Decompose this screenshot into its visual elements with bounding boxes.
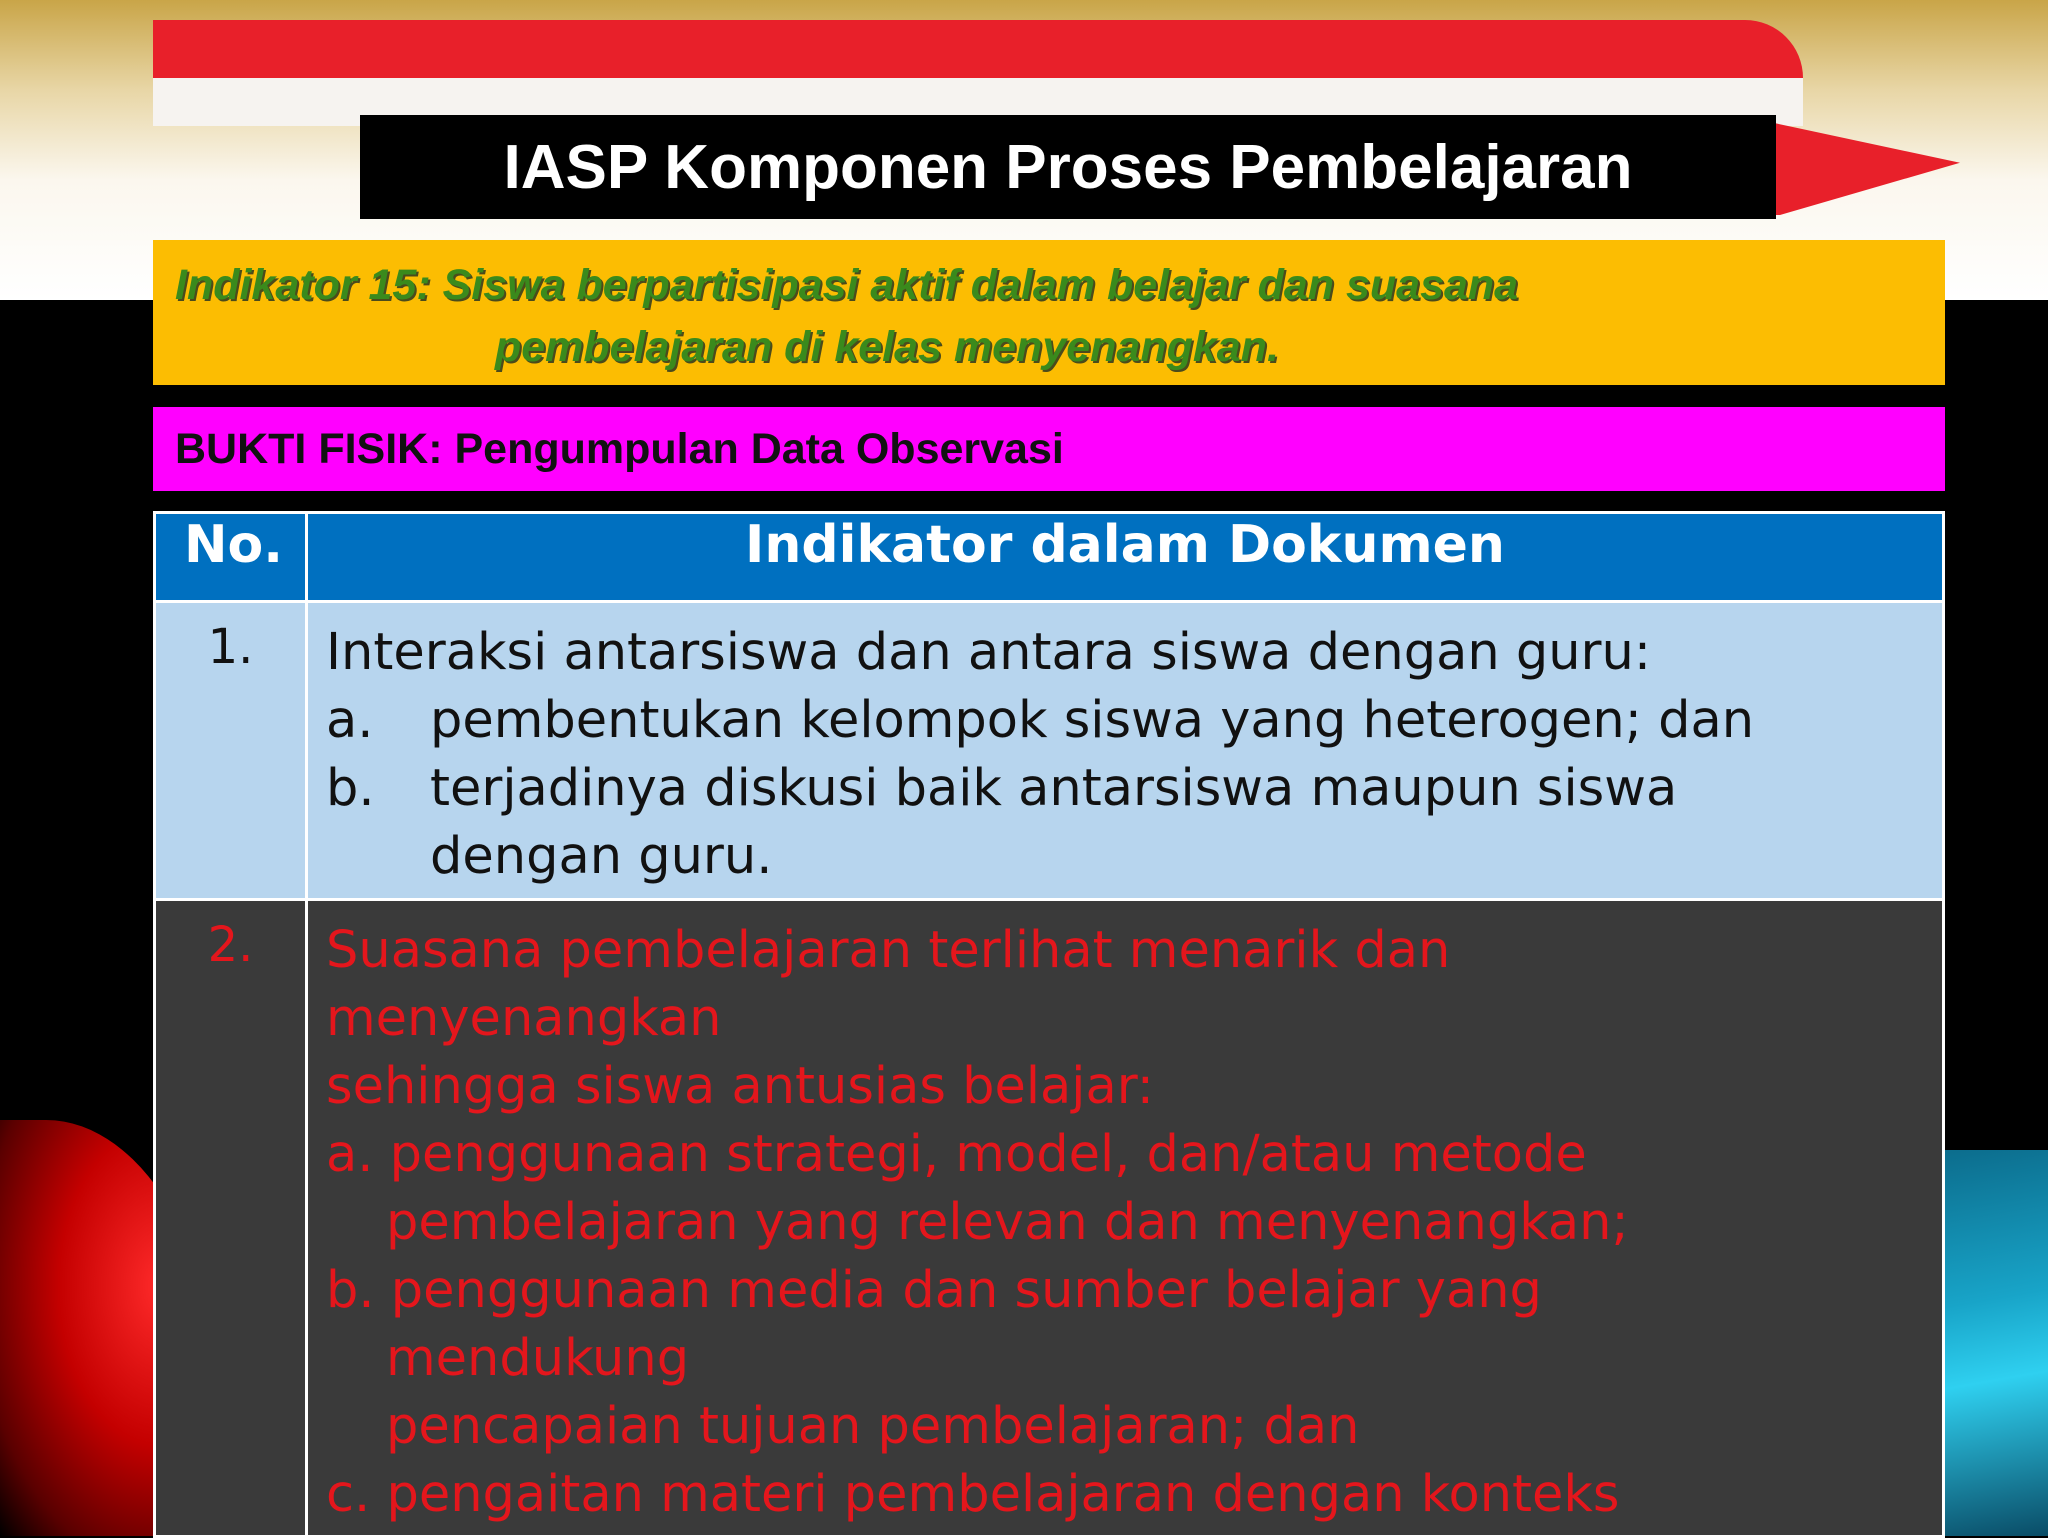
row-number: 2. — [155, 900, 307, 1537]
item-label: b. — [326, 759, 375, 818]
item-text: terjadinya diskusi baik antarsiswa maupun siswa — [430, 759, 1678, 818]
row-number: 1. — [155, 602, 307, 900]
slide-title: IASP Komponen Proses Pembelajaran — [360, 115, 1776, 219]
indikator-line-2: pembelajaran di kelas menyenangkan. — [495, 323, 1279, 371]
row-line: pembelajaran yang relevan dan menyenangkan; — [386, 1193, 1629, 1252]
row-line: b. penggunaan media dan sumber belajar yang — [326, 1261, 1542, 1320]
bukti-fisik-bar: BUKTI FISIK: Pengumpulan Data Observasi — [153, 407, 1945, 491]
row-content — [307, 602, 1944, 900]
row-line: a. penggunaan strategi, model, dan/atau metode — [326, 1125, 1587, 1184]
table-row — [155, 900, 1944, 1537]
indikator-line-1: Indikator 15: Siswa berpartisipasi aktif dalam belajar dan suasana — [175, 261, 1519, 309]
row-item-b — [326, 755, 1924, 823]
table-header-row — [155, 513, 1944, 602]
header-no: No. — [155, 513, 307, 602]
row-item-a — [326, 687, 1924, 755]
decorative-red-ribbon — [153, 20, 1803, 78]
row-line: Suasana pembelajaran terlihat menarik dan — [326, 921, 1451, 980]
header-indikator: Indikator dalam Dokumen — [307, 513, 1944, 602]
row-line: c. pengaitan materi pembelajaran dengan konteks — [326, 1465, 1620, 1524]
item-label: a. — [326, 691, 374, 750]
row-line: menyenangkan — [326, 989, 722, 1048]
row-line: sehingga siswa antusias belajar: — [326, 1057, 1154, 1116]
row-line: dengan guru. — [430, 827, 773, 886]
item-text: pembentukan kelompok siswa yang heterogen; dan — [430, 691, 1755, 750]
indikator-box — [153, 240, 1945, 385]
indikator-table — [153, 511, 1945, 1538]
row-line: pencapaian tujuan pembelajaran; dan — [386, 1397, 1360, 1456]
table-row — [155, 602, 1944, 900]
row-line: mendukung — [386, 1329, 690, 1388]
row-content — [307, 900, 1944, 1537]
row-line: Interaksi antarsiswa dan antara siswa dengan guru: — [326, 623, 1652, 682]
